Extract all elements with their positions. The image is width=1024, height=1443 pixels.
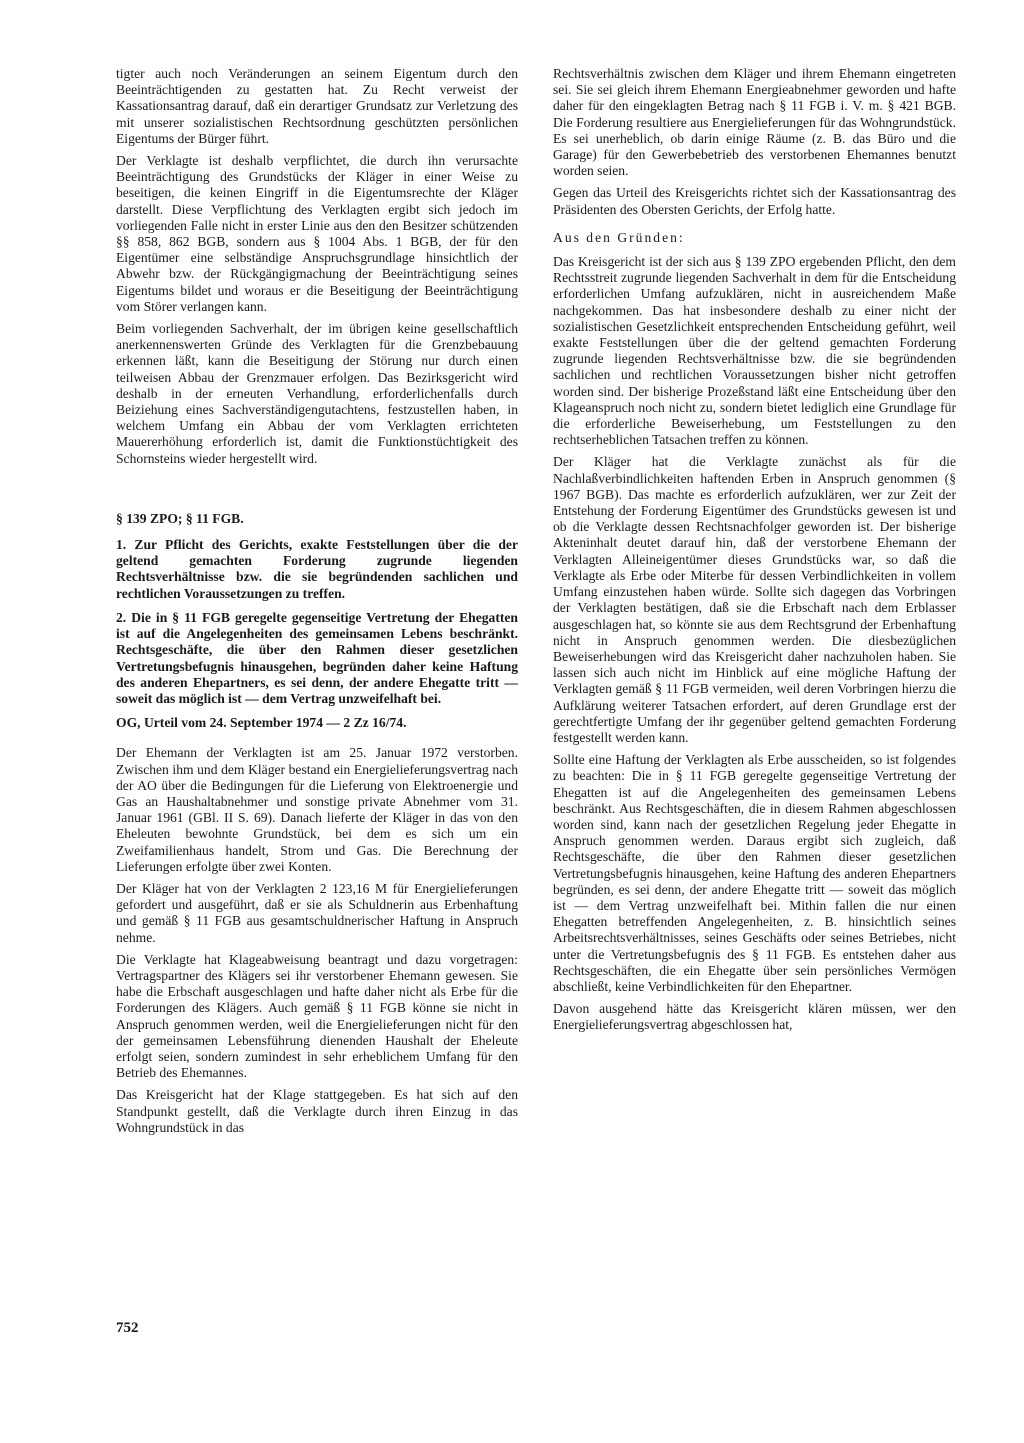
right-column	[553, 66, 956, 1040]
body-paragraph: Sollte eine Haftung der Verklagten als Erbe ausscheiden, so ist folgendes zu beachten: Die in § 11 FGB geregelte gegenseitige Vertretung der Ehegatten ist auf die Angelegenheiten des gemeinsamen Lebens beschränkt. Aus Rechtsgeschäften, die in diesem Rahmen abgeschlossen worden sind, kann nach der gesetzlichen Regelung jeder Ehegatte in Anspruch genommen werden. Daraus ergibt sich zugleich, daß Rechtsgeschäfte, die über den Rahmen dieser gesetzlichen Vertretungsbefugnis hinausgehen, keine Haftung des anderen Ehepartners begründen, es sei denn, der andere Ehegatte tritt — soweit das möglich ist — dem Vertrag unzweifelhaft bei. Mithin fallen die nur einen Ehegatten betreffenden Angelegenheiten, z. B. hinsichtlich seines Arbeitsrechtsverhältnisses, seines Geschäfts oder seines Betriebes, nicht unter die Vertretungsbefugnis des § 11 FGB. Es entstehen daher aus Rechtsgeschäften, die ein Ehegatte über sein persönliches Vermögen abschließt, keine Verbindlichkeiten für den Ehepartner.	[553, 752, 956, 994]
body-paragraph: Das Kreisgericht hat der Klage stattgegeben. Es hat sich auf den Standpunkt gestellt, daß die Verklagte durch ihren Einzug in das Wohngrundstück in das	[116, 1087, 518, 1135]
body-paragraph: Der Ehemann der Verklagten ist am 25. Januar 1972 verstorben. Zwischen ihm und dem Kläger bestand ein Energielieferungsvertrag nach der AO über die Bedingungen für die Lieferung von Elektroenergie und Gas an Haushaltabnehmer und sonstige private Abnehmer vom 31. Januar 1961 (GBl. II S. 69). Danach lieferte der Kläger in das von den Eheleuten bewohnte Grundstück, bei dem es sich um ein Zweifamilienhaus handelt, Strom und Gas. Die Berechnung der Lieferungen erfolgte über zwei Konten.	[116, 745, 518, 874]
page-number: 752	[116, 1320, 139, 1336]
body-paragraph: Beim vorliegenden Sachverhalt, der im übrigen keine gesellschaftlich anerkennenswerten Gründe des Verklagten für die Grenzbebauung erkennen läßt, kann die Beseitigung der Störung nur durch einen teilweisen Abbau der Grenzmauer erfolgen. Das Bezirksgericht wird deshalb in der erneuten Verhandlung, erforderlichenfalls durch Beiziehung eines Sachverständigengutachtens, festzustellen haben, in welchem Umfang ein Abbau der vom Verklagten errichteten Mauererhöhung erforderlich ist, damit die Funktionstüchtigkeit des Schornsteins wieder hergestellt wird.	[116, 321, 518, 466]
body-paragraph: tigter auch noch Veränderungen an seinem Eigentum durch den Beeinträchtigenden zu gestatten hat. Zu Recht verweist der Kassationsantrag darauf, daß ein derartiger Grundsatz zur Verletzung des mit unserer sozialistischen Rechtsordnung geschützten persönlichen Eigentums der Bürger führt.	[116, 66, 518, 146]
body-paragraph: Rechtsverhältnis zwischen dem Kläger und ihrem Ehemann eingetreten sei. Sie sei gleich ihrem Ehemann Energieabnehmer geworden und hafte daher für den eingeklagten Betrag nach § 11 FGB i. V. m. § 421 BGB. Die Forderung resultiere aus Energielieferungen für das Wohngrundstück. Es sei unerheblich, ob darin einige Räume (z. B. das Büro und die Garage) für den Gewerbebetrieb des verstorbenen Ehemannes benutzt worden seien.	[553, 66, 956, 179]
case-heading: § 139 ZPO; § 11 FGB.	[116, 510, 244, 526]
body-paragraph: Der Verklagte ist deshalb verpflichtet, die durch ihn verursachte Beeinträchtigung des Grundstücks der Kläger in einer Weise zu beseitigen, die keinen Eingriff in die Eigentumsrechte der Kläger darstellt. Diese Verpflichtung des Verklagten ergibt sich jedoch im vorliegenden Falle nicht in erster Linie aus den den Besitzer schützenden §§ 858, 862 BGB, sondern aus § 1004 Abs. 1 BGB, der für den Eigentümer eine selbständige Anspruchsgrundlage hinsichtlich der Abwehr bzw. der Rückgängigmachung der Beeinträchtigung seines Eigentums bildet und woraus er die Beseitigung der Beeinträchtigung vom Störer verlangen kann.	[116, 153, 518, 314]
headnote-1: 1. Zur Pflicht des Gerichts, exakte Feststellungen über die der geltend gemachten Forderung zugrunde liegenden Rechtsverhältnisse bzw. die sie begründenden sachlichen und rechtlichen Voraussetzungen zu treffen.	[116, 537, 518, 601]
body-paragraph: Davon ausgehend hätte das Kreisgericht klären müssen, wer den Energielieferungsvertrag abgeschlossen hat,	[553, 1001, 956, 1033]
section-heading: Aus den Gründen:	[553, 229, 685, 245]
court-citation: OG, Urteil vom 24. September 1974 — 2 Zz 16/74.	[116, 715, 407, 731]
body-paragraph: Die Verklagte hat Klageabweisung beantragt und dazu vorgetragen: Vertragspartner des Klägers sei ihr verstorbener Ehemann gewesen. Sie habe die Erbschaft ausgeschlagen und hafte daher nicht als Erbe für die Forderungen des Klägers. Auch gemäß § 11 FGB könne sie nicht in Anspruch genommen werden, weil die Energielieferungen nicht für den der gemeinsamen Lebensführung dienenden Haushalt der Eheleute erfolgt seien, sondern zumindest in sehr erheblichem Umfang für den Betrieb des Ehemannes.	[116, 951, 518, 1081]
body-paragraph: Der Kläger hat die Verklagte zunächst als für die Nachlaßverbindlichkeiten haftenden Erben in Anspruch genommen (§ 1967 BGB). Das machte es erforderlich aufzuklären, wer zur Zeit der Entstehung der Forderung Eigentümer des Grundstücks gewesen ist und ob die Verklagte dessen Rechtsnachfolger geworden ist. Der bisherige Akteninhalt deutet darauf hin, daß der verstorbene Ehemann der Verklagten Alleineigentümer dieses Grundstücks war, so daß die Verklagte als Erbe oder Miterbe für dessen Verbindlichkeiten in vollem Umfang einzustehen haben würde. Sollte sich dagegen das Vorbringen der Verklagten bestätigen, daß sie die Erbschaft nach dem Erblasser ausgeschlagen hat, so könnte sie aus dem Rechtsgrund der Erbenhaftung nicht in Anspruch genommen werden. Die diesbezüglichen Beweiserhebungen wird das Kreisgericht daher nachzuholen haben. Sie lassen sich auch nicht im Hinblick auf eine mögliche Haftung der Verklagten gemäß § 11 FGB vermeiden, weil deren Vorbringen hierzu die Aufklärung weiterer Tatsachen erfordert, auf deren Grundlage erst der gerechtfertigte Umfang der ihr gegenüber geltend gemachten Forderung festgestellt werden kann.	[553, 454, 956, 745]
left-column	[116, 66, 518, 1142]
headnote-2: 2. Die in § 11 FGB geregelte gegenseitige Vertretung der Ehegatten ist auf die Angelegenheiten des gemeinsamen Lebens beschränkt. Rechtsgeschäfte, die über den Rahmen dieser gesetzlichen Vertretungsbefugnis hinausgehen, begründen daher keine Haftung des anderen Ehepartners, es sei denn, der andere Ehegatte tritt — soweit das möglich ist — dem Vertrag unzweifelhaft bei.	[116, 609, 518, 706]
body-paragraph: Gegen das Urteil des Kreisgerichts richtet sich der Kassationsantrag des Präsidenten des Obersten Gerichts, der Erfolg hatte.	[553, 185, 956, 217]
body-paragraph: Der Kläger hat von der Verklagten 2 123,16 M für Energielieferungen gefordert und ausgeführt, daß er sie als Schuldnerin aus Erbenhaftung und gemäß § 11 FGB aus gesamtschuldnerischer Haftung in Anspruch nehme.	[116, 880, 518, 945]
body-paragraph: Das Kreisgericht ist der sich aus § 139 ZPO ergebenden Pflicht, den dem Rechtsstreit zugrunde liegenden Sachverhalt in dem für die Entscheidung erforderlichen Umfang aufzuklären, nicht in ausreichendem Maße nachgekommen. Das hat insbesondere deshalb zu einer nicht der sozialistischen Gesetzlichkeit entsprechenden Entscheidung geführt, weil exakte Feststellungen über die der geltend gemachten Forderung zugrunde liegenden Rechtsverhältnisse bzw. die sie begründenden sachlichen und rechtlichen Voraussetzungen bisher nicht getroffen worden sind. Der bisherige Prozeßstand läßt eine Entscheidung über den Klageanspruch noch nicht zu, sondern bietet lediglich eine Grundlage für die erforderliche Beweiserhebung, um Feststellungen zu den rechtserheblichen Tatsachen treffen zu können.	[553, 254, 956, 448]
